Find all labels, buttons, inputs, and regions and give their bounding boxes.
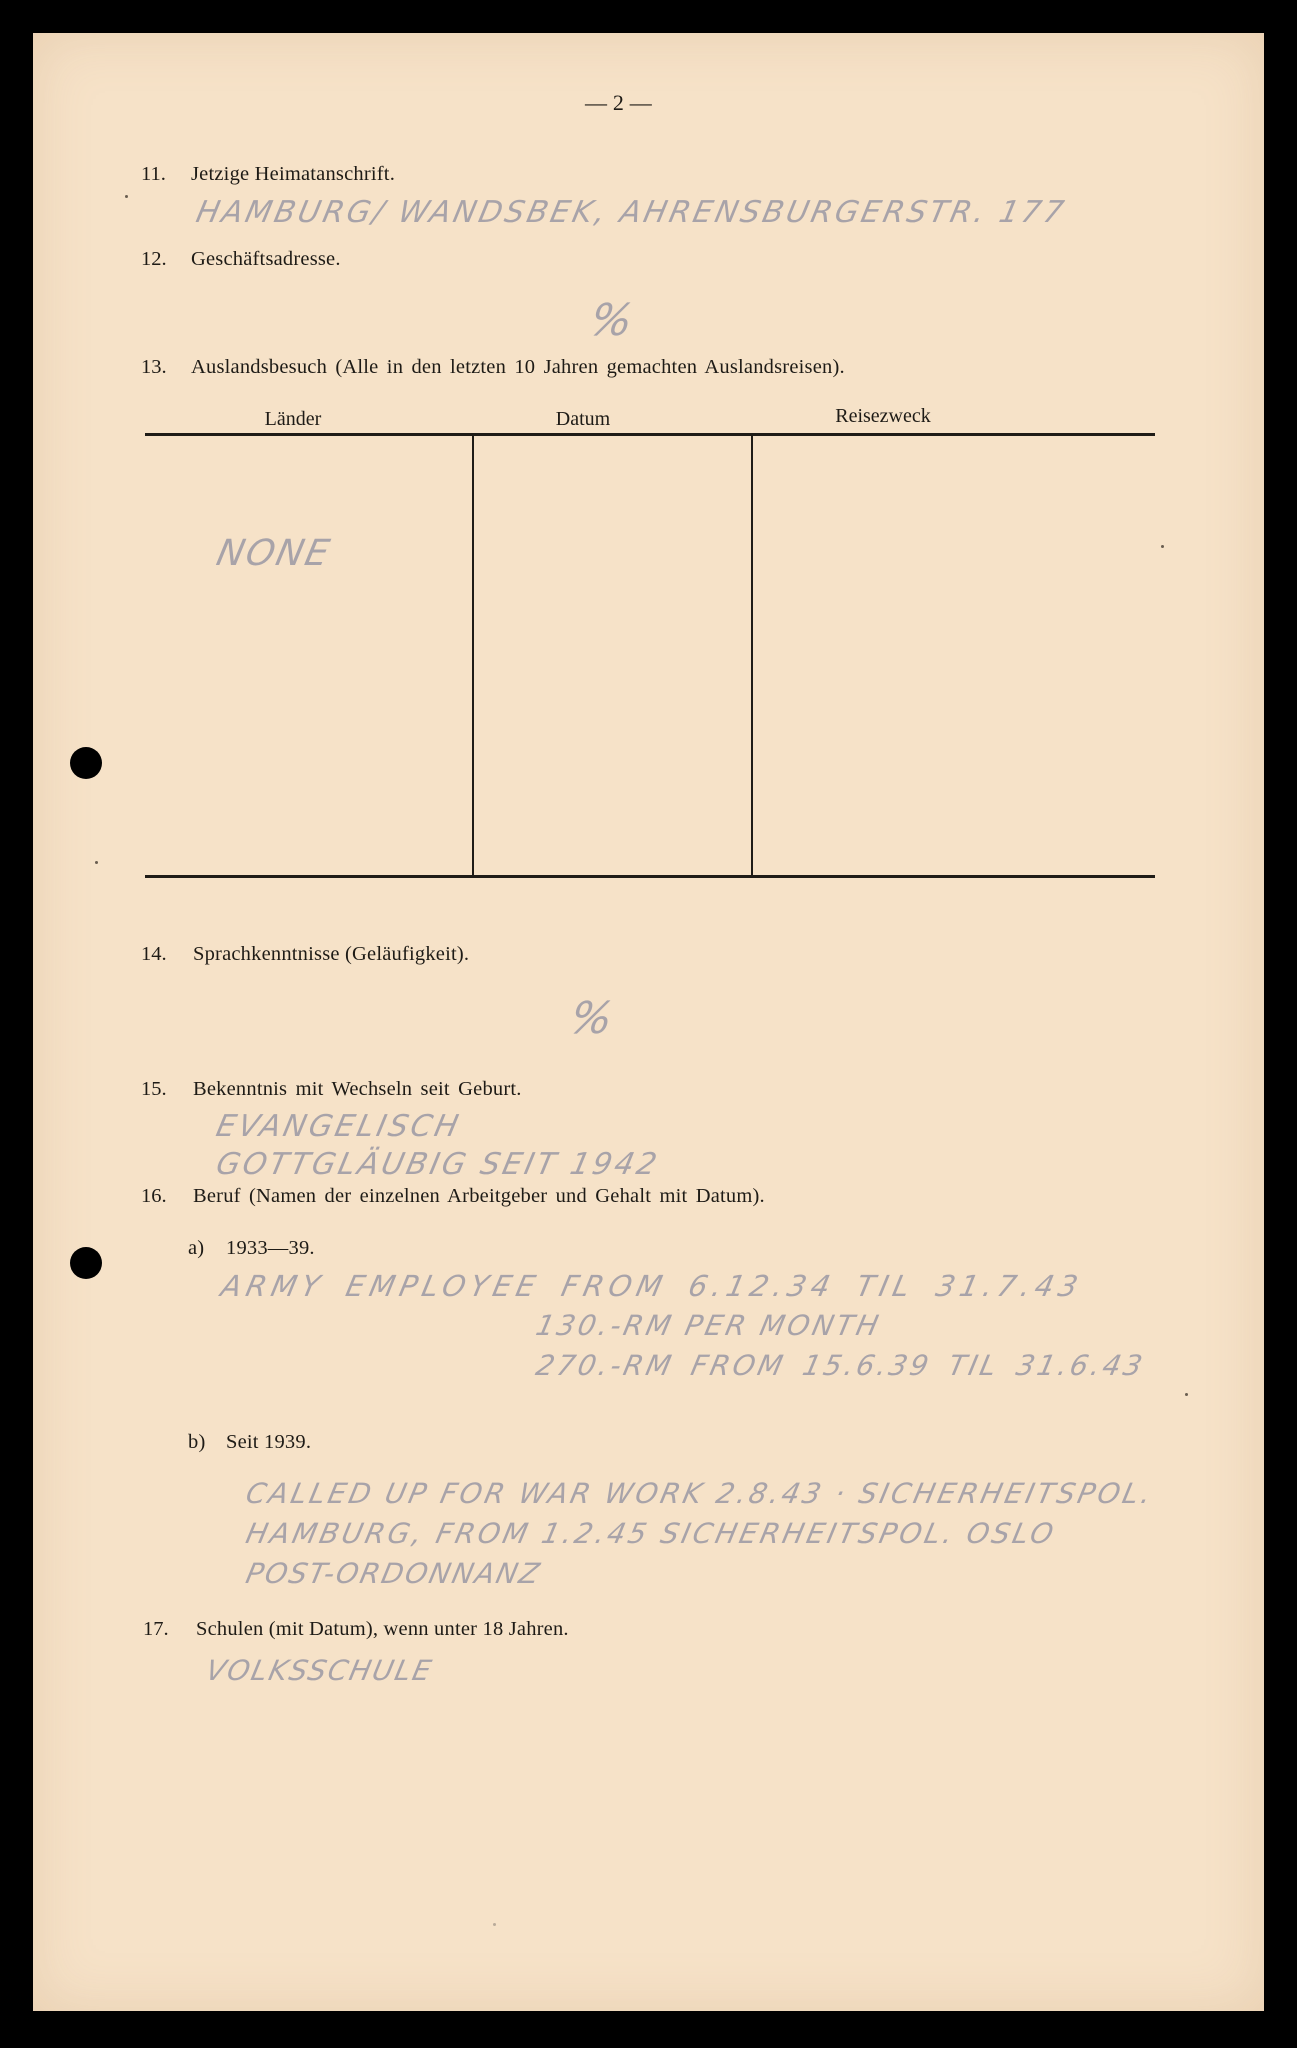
table-col-rule-1	[472, 435, 474, 875]
handwritten-religion-1: EVANGELISCH	[213, 1109, 465, 1144]
handwritten-religion-2: GOTTGLÄUBIG SEIT 1942	[213, 1147, 663, 1182]
handwritten-job-a2: 130.-RM PER MONTH	[533, 1309, 885, 1342]
handwritten-job-b2: HAMBURG, FROM 1.2.45 SICHERHEITSPOL. OSLO	[243, 1517, 1060, 1550]
handwritten-address: HAMBURG/ WANDSBEK, AHRENSBURGERSTR. 177	[193, 195, 1070, 230]
handwritten-job-b3: POST-ORDONNANZ	[243, 1557, 545, 1590]
handwritten-job-b1: CALLED UP FOR WAR WORK 2.8.43 · SICHERHEITSPOL.	[243, 1477, 1157, 1510]
table-header-laender: Länder	[264, 408, 322, 430]
punch-hole-2	[70, 1247, 102, 1279]
table-top-rule	[145, 433, 1155, 436]
speck	[1161, 545, 1164, 548]
speck	[1185, 1393, 1188, 1396]
table-header-reisezweck: Reisezweck	[835, 405, 931, 427]
table-col-rule-2	[751, 435, 753, 875]
item-11-label: Jetzige Heimatanschrift.	[191, 163, 396, 185]
item-16-label: Beruf (Namen der einzelnen Arbeitgeber und Gehalt mit Datum).	[193, 1185, 765, 1207]
speck	[95, 861, 98, 864]
item-12-label: Geschäftsadresse.	[191, 248, 341, 270]
item-13-label: Auslandsbesuch (Alle in den letzten 10 Jahren gemachten Auslandsreisen).	[191, 356, 845, 378]
item-11-number: 11.	[141, 163, 166, 185]
table-bottom-rule	[145, 875, 1155, 878]
handwritten-business-address: %	[585, 295, 643, 346]
punch-hole-1	[70, 747, 102, 779]
sub-a-label: 1933—39.	[226, 1237, 315, 1259]
item-17-number: 17.	[143, 1618, 169, 1640]
document-page	[33, 33, 1264, 2011]
item-15-number: 15.	[141, 1078, 167, 1100]
sub-b-label: Seit 1939.	[226, 1431, 312, 1453]
sub-b-letter: b)	[188, 1431, 206, 1453]
handwritten-job-a1: ARMY EMPLOYEE FROM 6.12.34 TIL 31.7.43	[218, 1269, 1086, 1303]
handwritten-school: VOLKSSCHULE	[203, 1654, 437, 1687]
sub-a-letter: a)	[188, 1237, 205, 1259]
item-14-number: 14.	[141, 943, 167, 965]
item-13-number: 13.	[141, 356, 167, 378]
item-12-number: 12.	[141, 248, 167, 270]
handwritten-countries: NONE	[213, 533, 335, 574]
handwritten-languages: %	[565, 993, 623, 1044]
speck	[493, 1923, 496, 1926]
item-14-label: Sprachkenntnisse (Geläufigkeit).	[193, 943, 470, 965]
speck	[125, 195, 128, 198]
item-16-number: 16.	[141, 1185, 167, 1207]
item-15-label: Bekenntnis mit Wechseln seit Geburt.	[193, 1078, 522, 1100]
item-17-label: Schulen (mit Datum), wenn unter 18 Jahren.	[196, 1618, 569, 1640]
table-header-datum: Datum	[555, 408, 611, 430]
handwritten-job-a3: 270.-RM FROM 15.6.39 TIL 31.6.43	[533, 1349, 1149, 1382]
page-number: — 2 —	[585, 90, 652, 115]
